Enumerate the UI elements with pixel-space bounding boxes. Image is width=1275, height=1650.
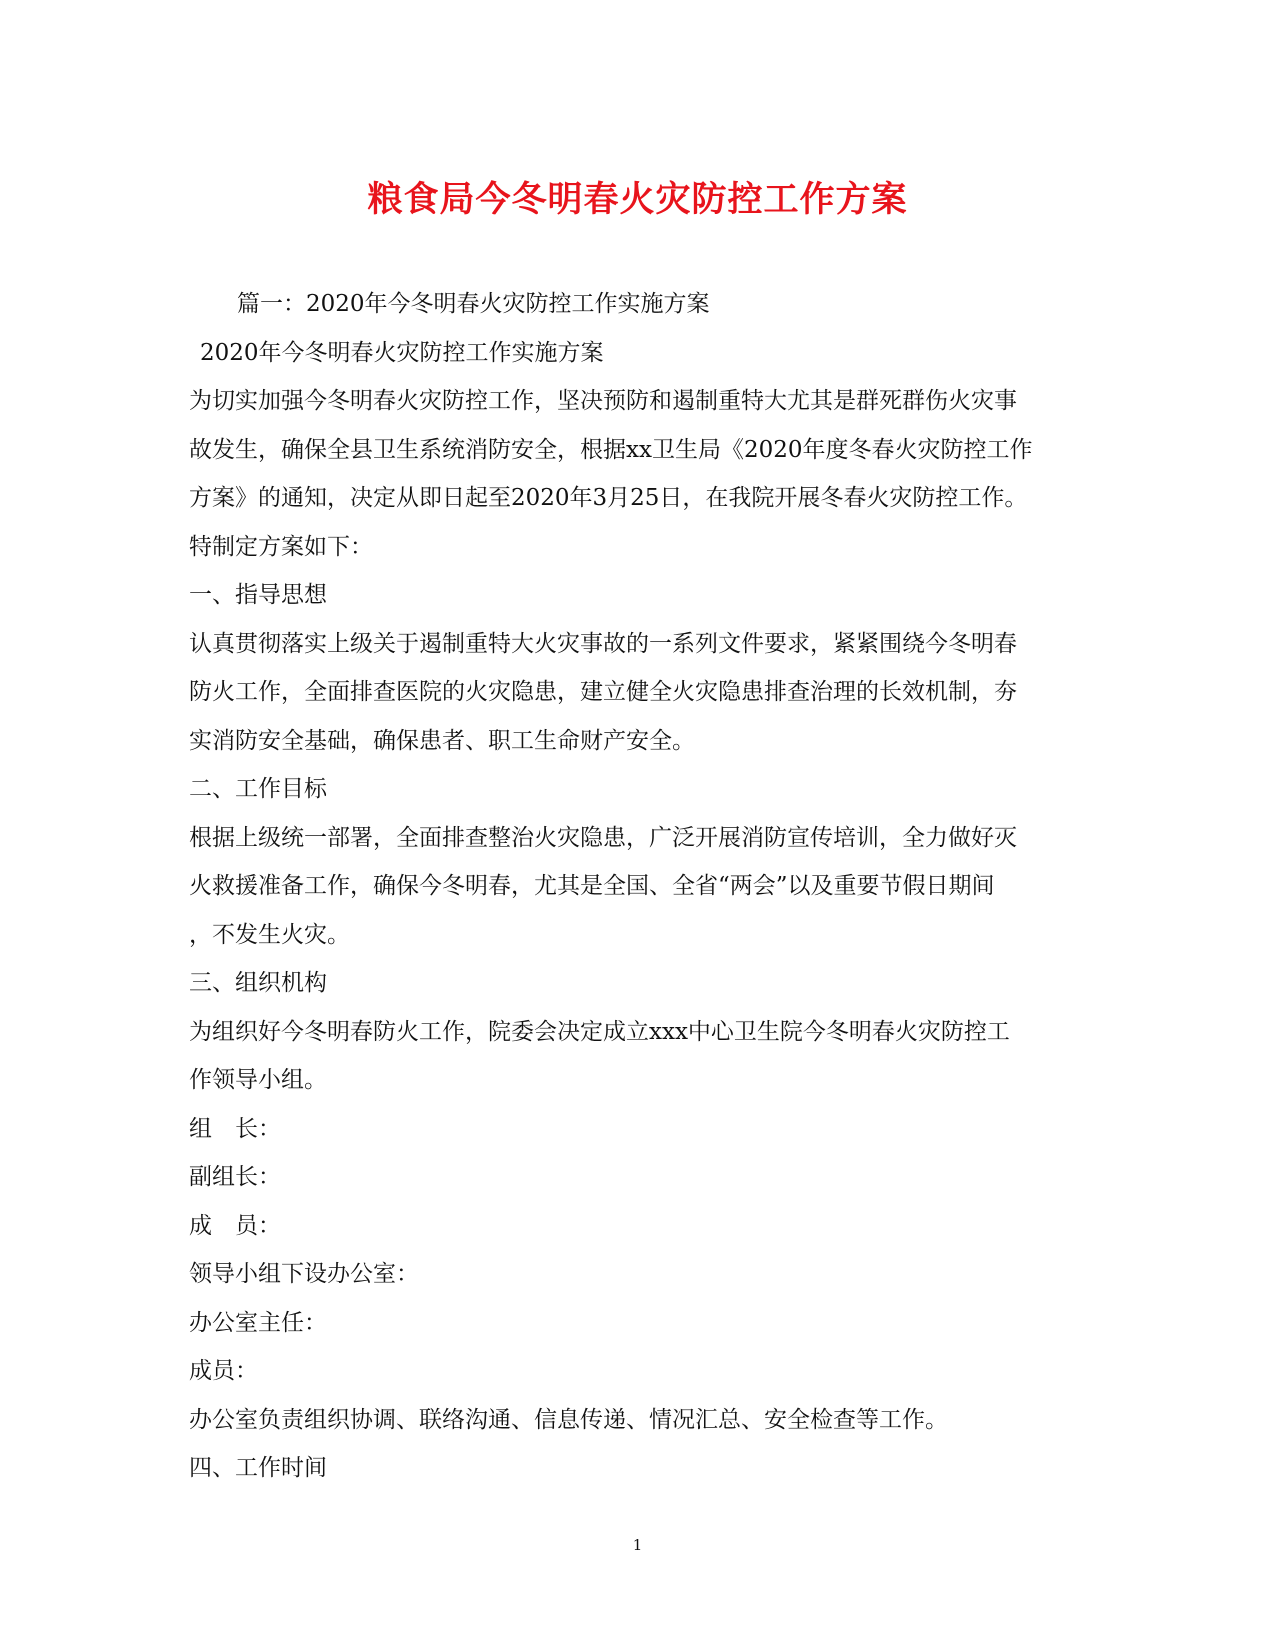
paragraph-line: 作领导小组。 xyxy=(189,1067,327,1093)
plan-subtitle: 2020年今冬明春火灾防控工作实施方案 xyxy=(200,339,604,366)
paragraph-line: 办公室负责组织协调、联络沟通、信息传递、情况汇总、安全检查等工作。 xyxy=(189,1406,948,1433)
role-label: 成员： xyxy=(189,1358,258,1384)
section-heading: 二、工作目标 xyxy=(189,776,327,802)
document-title: 粮食局今冬明春火灾防控工作方案 xyxy=(367,180,908,220)
chapter-heading: 篇一：2020年今冬明春火灾防控工作实施方案 xyxy=(237,291,710,317)
role-label: 办公室主任： xyxy=(189,1309,327,1336)
role-label: 组 长： xyxy=(189,1115,281,1142)
section-heading: 四、工作时间 xyxy=(189,1455,327,1481)
paragraph-line: 火救援准备工作，确保今冬明春，尤其是全国、全省“两会”以及重要节假日期间 xyxy=(189,873,995,899)
section-heading: 三、组织机构 xyxy=(189,970,327,996)
paragraph-line: 为切实加强今冬明春火灾防控工作，坚决预防和遏制重特大尤其是群死群伤火灾事 xyxy=(189,388,1017,414)
paragraph-line: 认真贯彻落实上级关于遏制重特大火灾事故的一系列文件要求，紧紧围绕今冬明春 xyxy=(189,630,1017,657)
paragraph-line: 实消防安全基础，确保患者、职工生命财产安全。 xyxy=(189,727,695,754)
document-body xyxy=(189,280,1089,1493)
paragraph-line: 防火工作，全面排查医院的火灾隐患，建立健全火灾隐患排查治理的长效机制，夯 xyxy=(189,679,1017,705)
paragraph-line: 为组织好今冬明春防火工作，院委会决定成立xxx中心卫生院今冬明春火灾防控工 xyxy=(189,1018,1010,1045)
section-heading: 一、指导思想 xyxy=(189,582,327,608)
paragraph-line: 故发生，确保全县卫生系统消防安全，根据xx卫生局《2020年度冬春火灾防控工作 xyxy=(189,436,1033,463)
paragraph-line: 领导小组下设办公室： xyxy=(189,1261,419,1287)
role-label: 副组长： xyxy=(189,1164,281,1190)
page-number: 1 xyxy=(632,1536,643,1554)
paragraph-line: 特制定方案如下： xyxy=(189,533,373,560)
paragraph-line: 方案》的通知，决定从即日起至2020年3月25日，在我院开展冬春火灾防控工作。 xyxy=(189,485,1028,511)
role-label: 成 员： xyxy=(189,1212,281,1239)
paragraph-line: 根据上级统一部署，全面排查整治火灾隐患，广泛开展消防宣传培训，全力做好灭 xyxy=(189,824,1017,851)
paragraph-line: ，不发生火灾。 xyxy=(189,921,350,948)
